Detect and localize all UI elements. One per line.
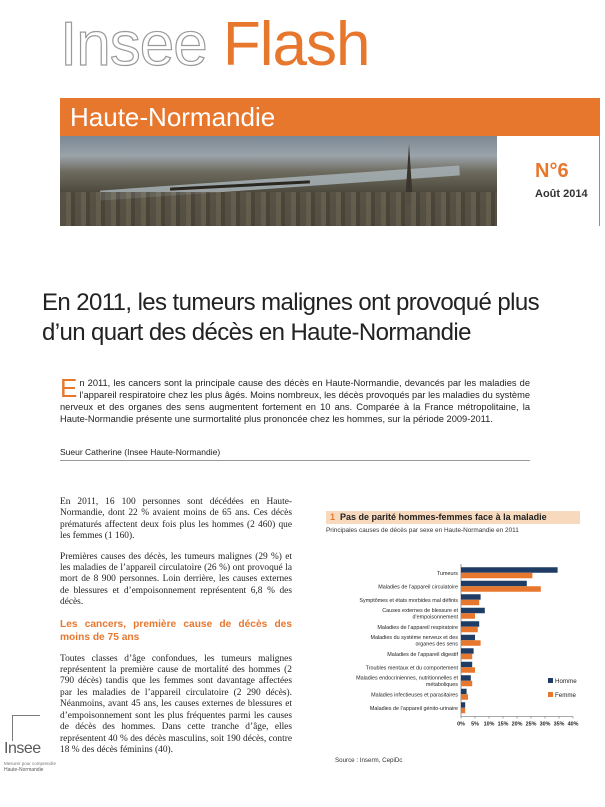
section-heading: Les cancers, première cause de décès des moins de 75 ans [60,618,292,643]
author: Sueur Catherine (Insee Haute-Normandie) [60,447,221,457]
bar-femme [461,694,468,700]
body-paragraph: Premières causes des décès, les tumeurs malignes (29 %) et les maladies de l’appareil circulatoire (26 %) ont provoqué la mort de 8 900 personnes. Loin derrière, les causes externes de blessures et d’empoisonnement représentent 6,8 % des décès. [60,551,292,608]
bar-femme [461,640,481,646]
bar-femme [461,627,478,633]
bar-homme [461,702,465,708]
bar-homme [461,567,558,573]
category-label: Maladies de l’appareil respiratoire [377,624,458,631]
legend-swatch-femme [548,692,553,697]
logo-word: Insee [4,740,41,757]
intro-dropcap: E [60,373,78,403]
bar-chart [326,560,580,740]
category-label: Maladies de l’appareil digestif [387,651,458,658]
bar-homme [461,594,481,600]
category-label: Maladies endocriniennes, nutritionnelles et [356,675,458,682]
x-tick-label: 40% [567,721,579,728]
bar-homme [461,689,467,695]
brand-logo [60,10,370,80]
bar-homme [461,648,474,654]
cover-photo [60,136,497,226]
category-label: d’empoisonnement [412,614,458,621]
category-label: Maladies infectieuses et parasitaires [371,692,458,699]
figure-title: Pas de parité hommes-femmes face à la maladie [340,512,547,522]
category-label: Maladies du système nerveux et des [370,634,458,641]
category-label: Tumeurs [436,570,458,577]
intro-text: n 2011, les cancers sont la principale cause des décès en Haute-Normandie, devancés par les maladies de l’appareil respiratoire chez les plus âgés. Moins nombreux, les décès provoqués par les maladies du système nerveux et des organes des sens augmentent fortement en 10 ans. Comparée à la France métropolitaine, la Haute-Normandie présente une surmortalité plus prononcée chez les hommes, sur la période 2009-2011. [60,378,530,424]
bar-femme [461,681,472,687]
page-title: En 2011, les tumeurs malignes ont provoqué plus d’un quart des décès en Haute-Normandie [42,289,539,346]
category-label: métaboliques [425,682,458,689]
bar-homme [461,675,471,681]
bar-femme [461,586,541,592]
x-tick-label: 35% [553,721,565,728]
issue-number: N°6 [535,160,569,182]
category-label: organes des sens [415,641,458,648]
bar-femme [461,667,475,673]
category-label: Maladies de l’appareil circulatoire [378,584,458,591]
x-tick-label: 15% [497,721,509,728]
bar-femme [461,600,479,606]
x-tick-label: 20% [511,721,523,728]
figure-number: 1 [330,512,336,522]
brand-flash: Flash [222,10,370,79]
body-column [60,497,292,765]
intro-paragraph [60,373,530,425]
bar-homme [461,621,479,627]
legend-swatch-homme [548,678,553,683]
body-paragraph: Toutes classes d’âge confondues, les tumeurs malignes représentent la première cause de mortalité des hommes (2 790 décès) tandis que les femmes sont davantage affectées par les maladies de l’appareil circulatoire (2 290 décès). Néanmoins, avant 45 ans, les causes externes de blessures et d’empoisonnement sont les plus fréquentes parmi les causes de décès des hommes. Dans cette tranche d’âge, elles représentent 40 % des décès masculins, soit 190 décès, contre 18 % des décès féminins (40). [60,653,292,755]
insee-logo [4,715,57,775]
issue-date: Août 2014 [535,188,588,200]
brand-insee: Insee [60,10,207,79]
bar-homme [461,635,475,641]
legend-label-femme: Femme [555,692,576,699]
figure-subtitle: Principales causes de décès par sexe en Haute-Normandie en 2011 [326,527,519,534]
category-label: Troubles mentaux et du comportement [365,665,458,672]
body-paragraph: En 2011, 16 100 personnes sont décédées en Haute-Normandie, dont 22 % avaient moins de 65 ans. Ces décès prématurés affectent deux fois plus les hommes (2 460) que les femmes (1 160). [60,497,292,542]
bar-homme [461,581,527,587]
category-label: Maladies de l’appareil génito-urinaire [369,705,458,712]
figure-source: Source : Inserm, CepiDc [335,757,403,764]
logo-region: Haute-Normandie [4,767,44,773]
photo-city [60,192,497,226]
bar-femme [461,708,465,714]
divider [60,460,530,461]
bar-femme [461,654,472,660]
region-name: Haute-Normandie [70,102,276,132]
legend-label-homme: Homme [555,678,577,685]
x-tick-label: 5% [471,721,479,728]
bar-homme [461,608,485,614]
x-tick-label: 30% [539,721,551,728]
x-tick-label: 10% [483,721,495,728]
bar-femme [461,573,532,579]
logo-mark-icon [12,715,40,741]
bar-femme [461,613,475,619]
x-tick-label: 0% [457,721,465,728]
bar-homme [461,662,472,668]
logo-tagline: Mesurer pour comprendre [4,761,57,766]
x-tick-label: 25% [525,721,537,728]
category-label: Symptômes et états morbides mal définis [359,597,458,604]
category-label: Causes externes de blessure et [382,607,458,614]
